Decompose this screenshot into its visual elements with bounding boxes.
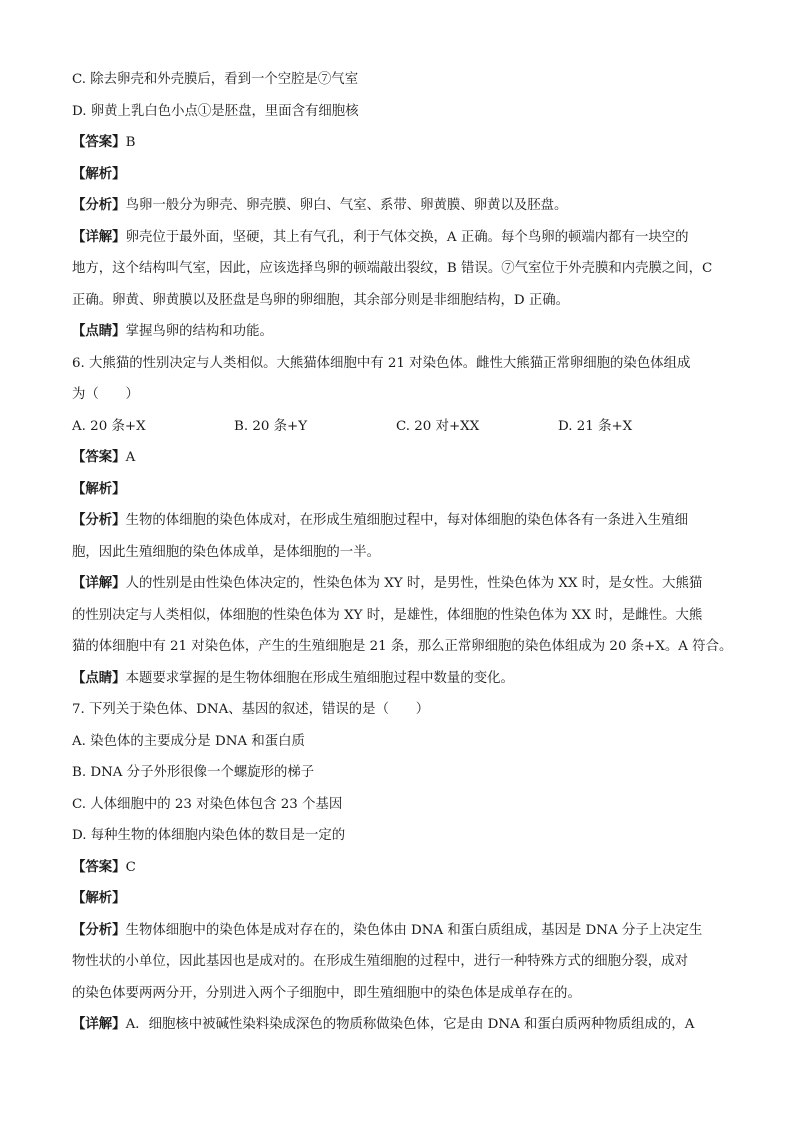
text-line [72,600,736,632]
line-text: 人的性别是由性染色体决定的，性染色体为 XY 时，是男性，性染色体为 XX 时，是女性。大熊猫 [125,576,703,591]
line-text: C [125,859,136,875]
text-line [72,190,736,222]
section-tag: 【详解】 [72,228,126,245]
line-text: A. 染色体的主要成分是 DNA 和蛋白质 [72,733,305,749]
text-line [72,474,736,506]
option-a: A. 20 条+X [72,418,146,434]
text-line [72,789,736,821]
text-line [72,663,736,695]
text-line [72,442,736,474]
text-block-2 [72,442,736,1041]
line-text: 本题要求掌握的是生物体细胞在形成生殖细胞过程中数量的变化。 [125,670,514,686]
text-line [72,379,736,411]
section-tag: 【详解】 [72,1016,126,1032]
line-text: B [125,135,136,150]
text-line [72,348,736,380]
line-text: B. DNA 分子外形很像一个螺旋形的梯子 [72,765,315,780]
section-tag: 【解析】 [72,165,126,182]
text-line [72,631,736,663]
line-text: D. 卵黄上乳白色小点①是胚盘，里面含有细胞核 [72,103,359,119]
section-tag: 【答案】 [72,449,126,465]
line-text: 正确。卵黄、卵黄膜以及胚盘是鸟卵的卵细胞，其余部分则是非细胞结构，D 正确。 [72,292,570,308]
answer-options-q6 [72,411,736,443]
line-text: 的染色体要两两分开，分别进入两个子细胞中，即生殖细胞中的染色体是成单存在的。 [72,985,581,1001]
option-d: D. 21 条+X [558,418,633,434]
section-tag: 【答案】 [72,858,126,875]
text-line [72,96,736,128]
section-tag: 【点睛】 [72,323,126,339]
section-tag: 【点睛】 [72,669,126,686]
line-text: 卵壳位于最外面，坚硬，其上有气孔，利于气体交换，A 正确。每个鸟卵的顿端内都有一块空的 [125,229,689,245]
line-text: 的性别决定与人类相似，体细胞的性染色体为 XY 时，是雄性，体细胞的性染色体为 XX 时，是雌性。大熊 [72,607,703,623]
text-block-1 [72,64,736,411]
text-line [72,127,736,159]
line-text: A [125,450,136,465]
section-tag: 【答案】 [72,134,126,150]
line-text: D. 每种生物的体细胞内染色体的数目是一定的 [72,828,346,843]
text-line [72,222,736,254]
section-tag: 【详解】 [72,575,126,591]
line-text: C. 除去卵壳和外壳膜后，看到一个空腔是⑦气室 [72,72,359,87]
text-line [72,253,736,285]
line-text: 掌握鸟卵的结构和功能。 [125,324,273,339]
text-line [72,285,736,317]
text-line [72,915,736,947]
text-line [72,537,736,569]
text-line [72,316,736,348]
line-text: 7. 下列关于染色体、DNA、基因的叙述，错误的是（ ） [72,702,430,717]
text-line [72,159,736,191]
line-text: C. 人体细胞中的 23 对染色体包含 23 个基因 [72,796,343,812]
section-tag: 【分析】 [72,921,126,938]
text-line [72,978,736,1010]
text-line [72,694,736,726]
line-text: 鸟卵一般分为卵壳、卵壳膜、卵白、气室、系带、卵黄膜、卵黄以及胚盘。 [125,198,568,213]
text-line [72,852,736,884]
section-tag: 【解析】 [72,890,126,906]
text-line [72,820,736,852]
text-line [72,757,736,789]
text-line [72,946,736,978]
text-line [72,726,736,758]
text-line [72,1009,736,1041]
line-text: 生物的体细胞的染色体成对，在形成生殖细胞过程中，每对体细胞的染色体各有一条进入生殖细 [125,513,688,528]
line-text: 地方，这个结构叫气室，因此，应该选择鸟卵的顿端敲出裂纹，B 错误。⑦气室位于外壳膜和内壳膜之间，C [72,261,713,276]
text-line [72,568,736,600]
option-b: B. 20 条+Y [234,418,308,434]
line-text: 猫的体细胞中有 21 对染色体，产生的生殖细胞是 21 条，那么正常卵细胞的染色体组成为 20 条+X。A 符合。 [72,639,733,654]
option-c: C. 20 对+XX [396,418,480,434]
line-text: 6. 大熊猫的性别决定与人类相似。大熊猫体细胞中有 21 对染色体。雌性大熊猫正常卵细胞的染色体组成 [72,355,691,371]
line-text: 为（ ） [72,387,139,402]
text-line [72,883,736,915]
line-text: 物性状的小单位，因此基因也是成对的。在形成生殖细胞的过程中，进行一种特殊方式的细胞分裂，成对 [72,954,688,969]
line-text: A．细胞核中被碱性染料染成深色的物质称做染色体，它是由 DNA 和蛋白质两种物质组成的，A [125,1017,695,1032]
text-line [72,505,736,537]
section-tag: 【分析】 [72,512,126,528]
section-tag: 【分析】 [72,197,126,213]
text-line [72,64,736,96]
line-text: 生物体细胞中的染色体是成对存在的，染色体由 DNA 和蛋白质组成，基因是 DNA 分子上决定生 [125,922,703,938]
section-tag: 【解析】 [72,480,126,497]
line-text: 胞，因此生殖细胞的染色体成单，是体细胞的一半。 [72,544,380,560]
